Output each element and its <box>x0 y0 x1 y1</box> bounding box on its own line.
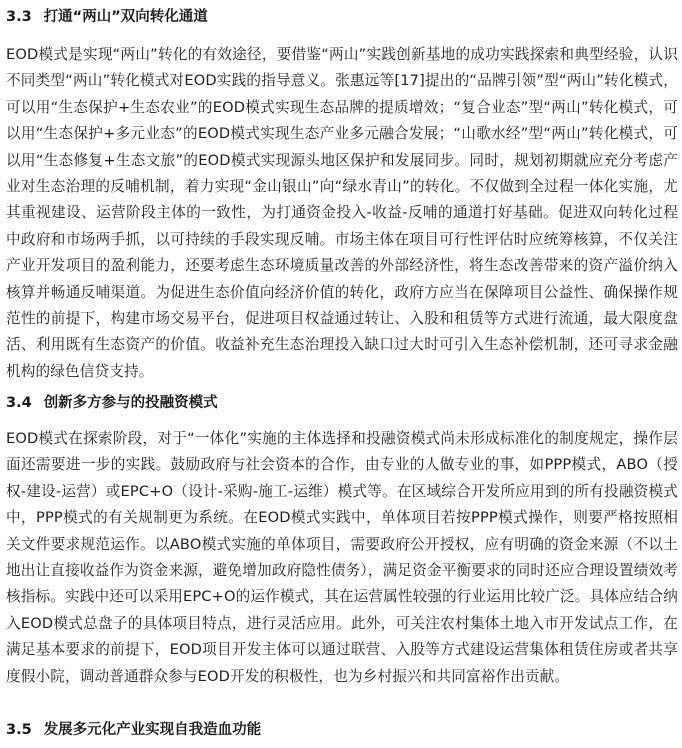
section-heading-3-5 <box>6 719 261 741</box>
section-number: 3.5 <box>6 722 32 738</box>
section-number: 3.4 <box>6 395 32 411</box>
section-heading-3-4 <box>6 392 218 414</box>
section-paragraph-3-4: EOD模式在探索阶段，对于“一体化”实施的主体选择和投融资模式尚未形成标准化的制度规定，操作层面还需要进一步的实践。鼓励政府与社会资本的合作，由专业的人做专业的事，如PPP模式，ABO（授权-建设-运营）或EPC+O（设计-采购-施工-运维）模式等。在区域综合开发所应用到的所有投融资模式中，PPP模式的有关规制更为系统。在EOD模式实践中，单体项目若按PPP模式操作，则要严格按照相关文件要求规范运作。以ABO模式实施的单体项目，需要政府公开授权，应有明确的资金来源（不以土地出让直接收益作为资金来源，避免增加政府隐性债务），满足资金平衡要求的同时还应合理设置绩效考核指标。实践中还可以采用EPC+O的运作模式，其在运营属性较强的行业运用比较广泛。具体应结合纳入EOD模式总盘子的具体项目特点，进行灵活应用。此外，可关注农村集体土地入市开发试点工作，在满足基本要求的前提下，EOD项目开发主体可以通过联营、入股等方式建设运营集体租赁住房或者共享度假小院，调动普通群众参与EOD开发的积极性，也为乡村振兴和共同富裕作出贡献。 <box>6 430 678 685</box>
section-title: 发展多元化产业实现自我造血功能 <box>43 722 262 738</box>
section-title: 打通“两山”双向转化通道 <box>43 9 208 25</box>
section-number: 3.3 <box>6 9 32 25</box>
section-title: 创新多方参与的投融资模式 <box>43 395 218 411</box>
section-paragraph-3-3: EOD模式是实现“两山”转化的有效途径，要借鉴“两山”实践创新基地的成功实践探索和典型经验，认识不同类型“两山”转化模式对EOD实践的指导意义。张惠远等[17]提出的“品牌引领”型“两山”转化模式，可以用“生态保护+生态农业”的EOD模式实现生态品牌的提质增效；“复合业态”型“两山”转化模式，可以用“生态保护+多元业态”的EOD模式实现生态产业多元融合发展；“山歌水经”型“两山”转化模式，可以用“生态修复+生态文旅”的EOD模式实现源头地区保护和发展同步。同时，规划初期就应充分考虑产业对生态治理的反哺机制，着力实现“金山银山”向“绿水青山”的转化。不仅做到全过程一体化实施，尤其重视建设、运营阶段主体的一致性，为打通资金投入-收益-反哺的通道打好基础。促进双向转化过程中政府和市场两手抓，以可持续的手段实现反哺。市场主体在项目可行性评估时应统筹核算，不仅关注产业开发项目的盈利能力，还要考虑生态环境质量改善的外部经济性，将生态改善带来的资产溢价纳入核算并畅通反哺渠道。为促进生态价值向经济价值的转化，政府方应当在保障项目公益性、确保操作规范性的前提下，构建市场交易平台，促进项目权益通过转让、入股和租赁等方式进行流通，最大限度盘活、利用既有生态资产的价值。收益补充生态治理投入缺口过大时可引入生态补偿机制，还可寻求金融机构的绿色信贷支持。 <box>6 46 678 380</box>
section-heading-3-3 <box>6 6 208 28</box>
